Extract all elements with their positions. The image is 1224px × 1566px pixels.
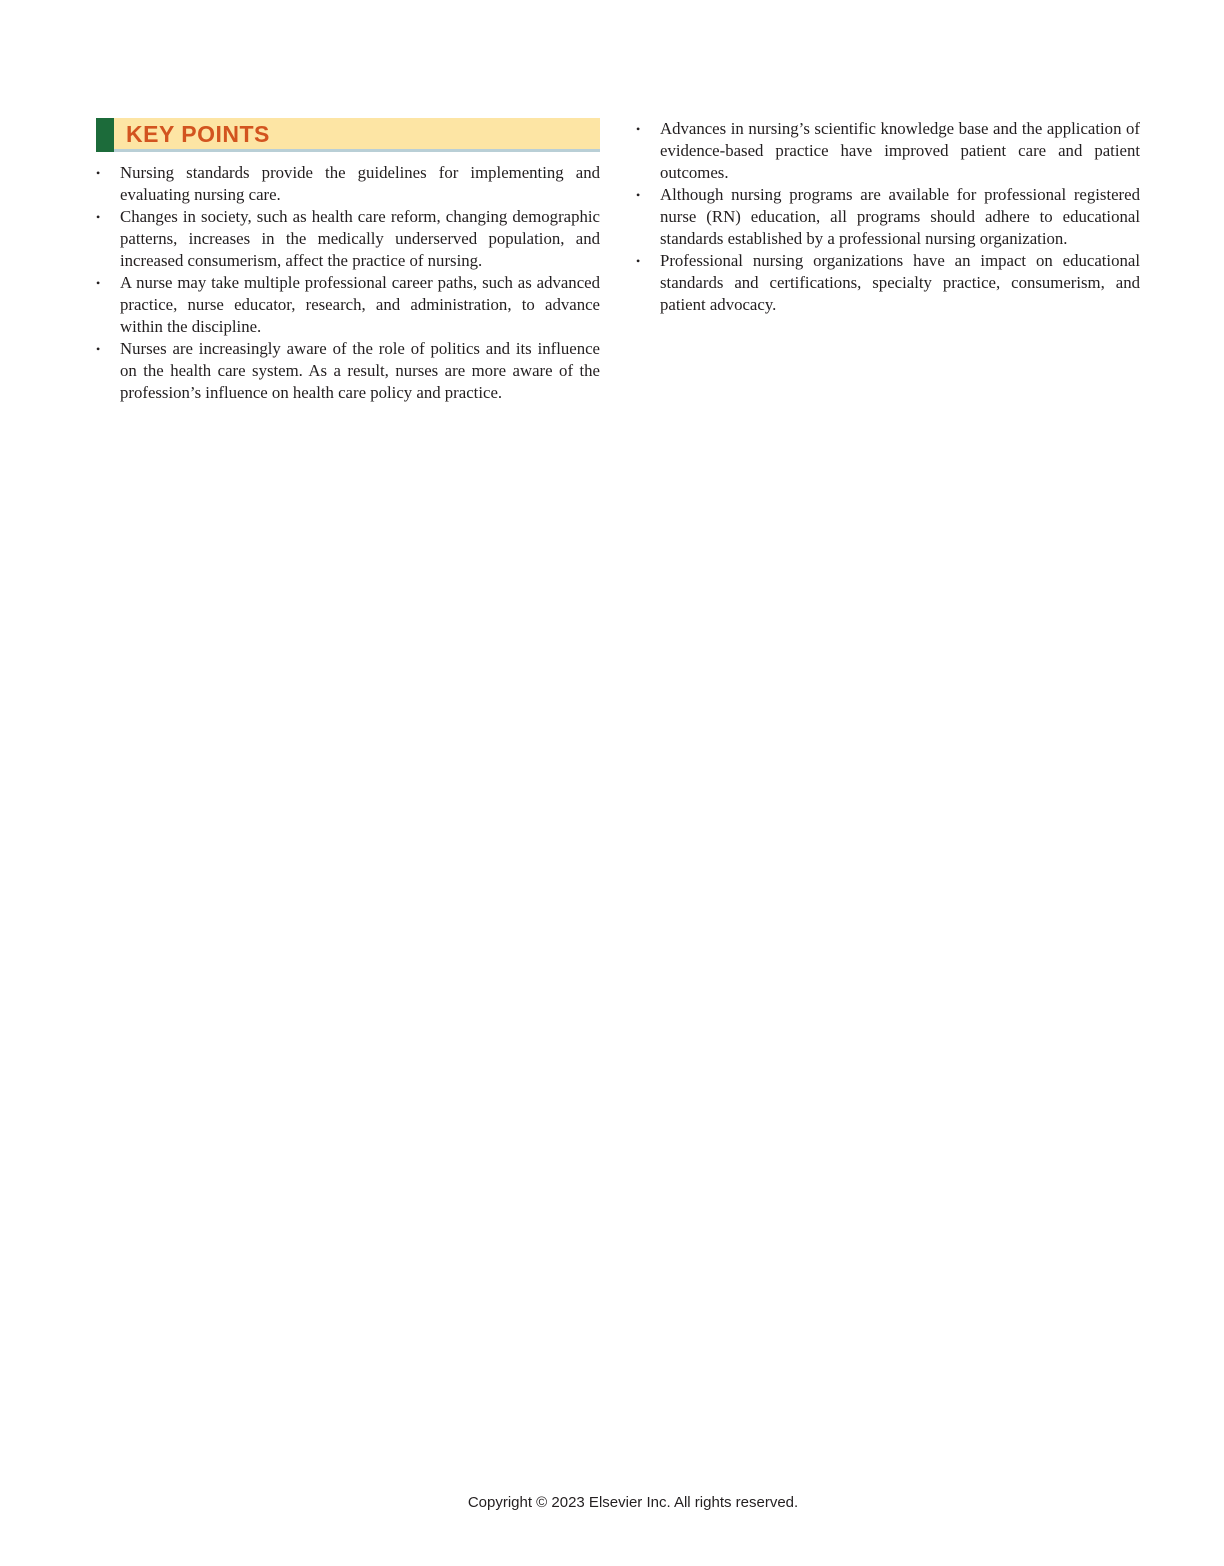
list-item-text: Although nursing programs are available for professional registered nurse (RN) education, all programs should adhere to educational standards established by a professional nursing organization.	[660, 185, 1140, 248]
list-item	[636, 118, 1140, 184]
list-item-text: Professional nursing organizations have an impact on educational standards and certifications, specialty practice, consumerism, and patient advocacy.	[660, 251, 1140, 314]
left-column	[96, 118, 600, 404]
copyright-footer: Copyright © 2023 Elsevier Inc. All rights reserved.	[467, 1494, 799, 1511]
list-item	[636, 184, 1140, 250]
bullet-icon: •	[96, 210, 101, 224]
list-item-text: Nurses are increasingly aware of the role of politics and its influence on the health care system. As a result, nurses are more aware of the profession’s influence on health care policy and practice.	[120, 339, 600, 402]
bullet-icon: •	[96, 166, 101, 180]
key-points-title: KEY POINTS	[126, 121, 270, 147]
list-item	[96, 338, 600, 404]
list-item	[636, 250, 1140, 316]
bullet-icon: •	[636, 188, 641, 202]
key-points-list-right	[636, 118, 1140, 316]
key-points-header	[96, 118, 600, 152]
list-item	[96, 162, 600, 206]
header-accent-bar	[96, 118, 114, 152]
right-column	[636, 118, 1140, 316]
bullet-icon: •	[96, 342, 101, 356]
bullet-icon: •	[636, 122, 641, 136]
list-item-text: A nurse may take multiple professional career paths, such as advanced practice, nurse educator, research, and administration, to advance within the discipline.	[120, 273, 600, 336]
list-item	[96, 206, 600, 272]
list-item-text: Changes in society, such as health care reform, changing demographic patterns, increases in the medically underserved population, and increased consumerism, affect the practice of nursing.	[120, 207, 600, 270]
list-item	[96, 272, 600, 338]
list-item-text: Nursing standards provide the guidelines for implementing and evaluating nursing care.	[120, 163, 600, 204]
key-points-list-left	[96, 162, 600, 404]
bullet-icon: •	[636, 254, 641, 268]
bullet-icon: •	[96, 276, 101, 290]
list-item-text: Advances in nursing’s scientific knowledge base and the application of evidence-based practice have improved patient care and patient outcomes.	[660, 119, 1140, 182]
